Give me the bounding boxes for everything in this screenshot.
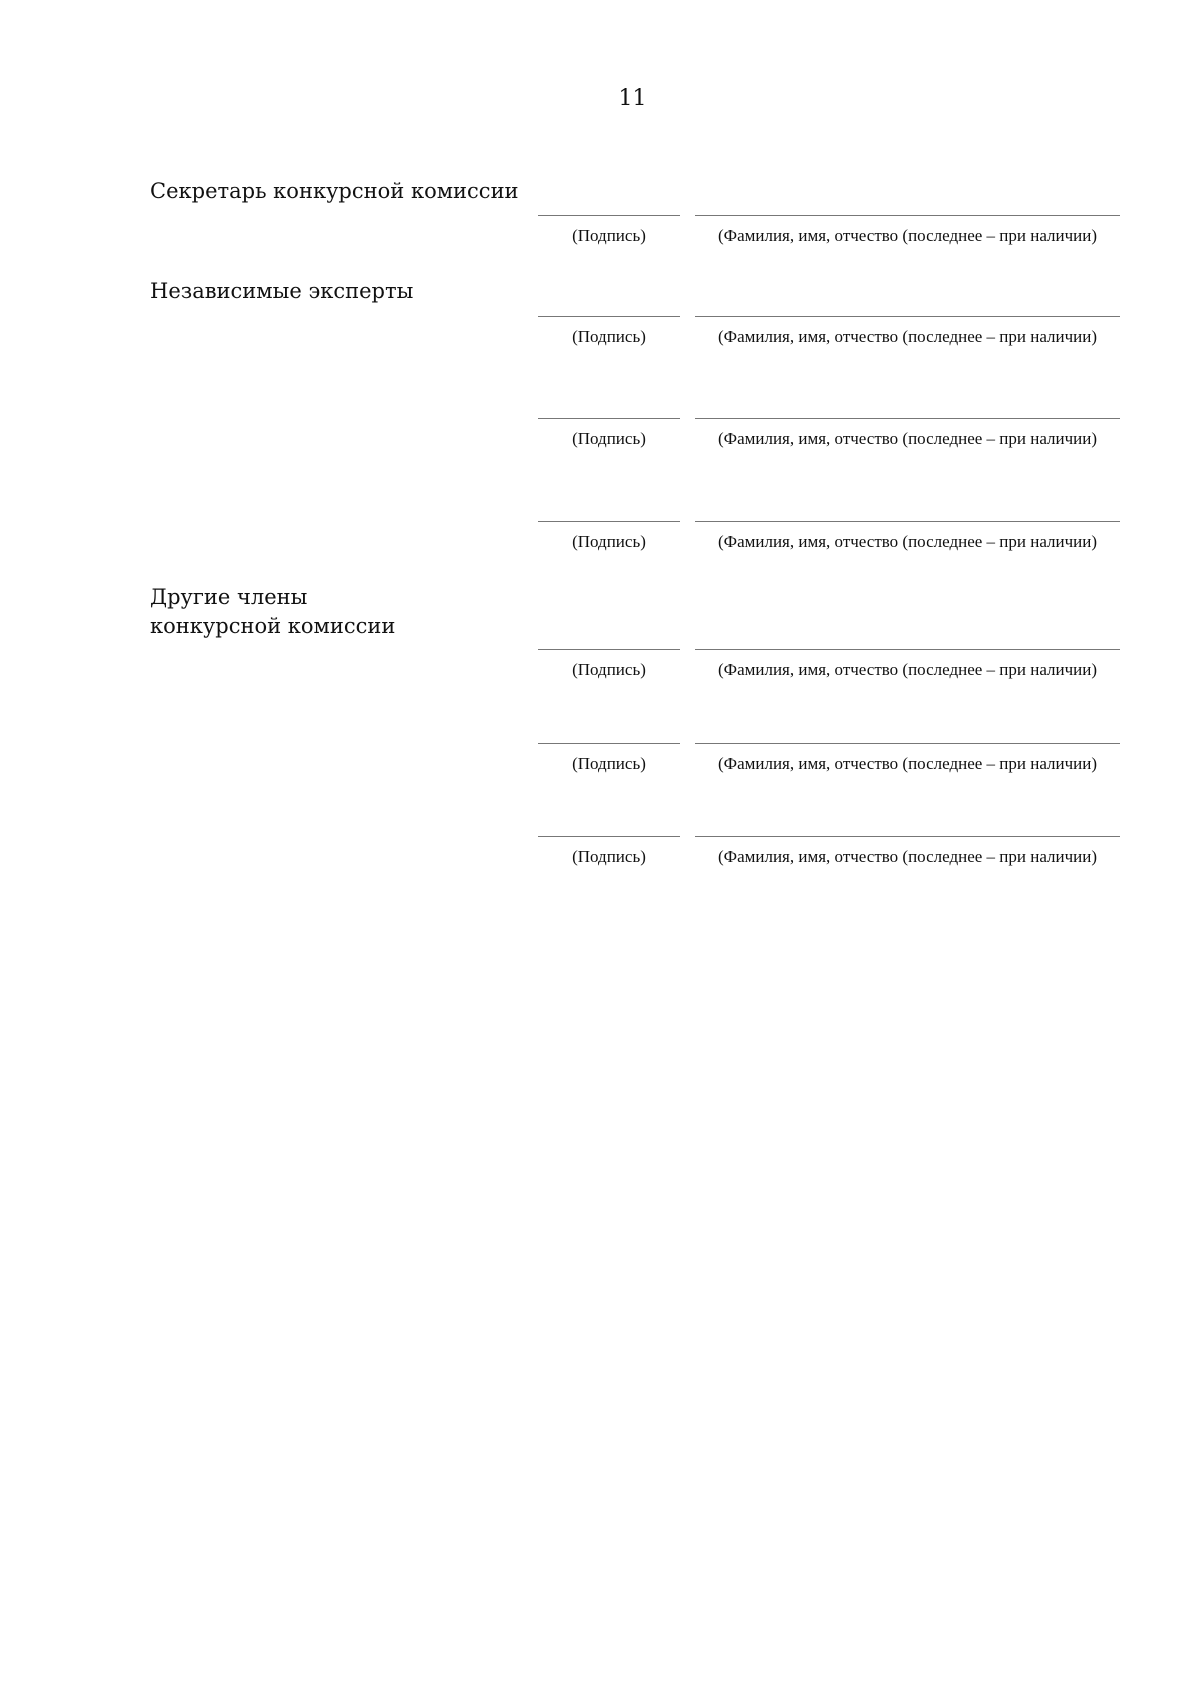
experts-label: Независимые эксперты [150,279,414,303]
name-caption: (Фамилия, имя, отчество (последнее – при наличии) [717,847,1098,866]
other-members-label-line1: Другие члены [150,585,308,609]
other-members-label-line2: конкурсной комиссии [150,614,396,638]
signature-caption: (Подпись) [572,532,646,551]
name-caption: (Фамилия, имя, отчество (последнее – при наличии) [717,754,1098,773]
signature-row-expert-3 [538,521,1120,581]
signature-row-member-2 [538,743,1120,803]
signature-caption: (Подпись) [572,429,646,448]
page-number: 11 [618,86,647,111]
signature-caption: (Подпись) [572,660,646,679]
signature-line[interactable] [538,316,680,317]
signature-row-expert-2 [538,418,1120,478]
signature-line[interactable] [538,418,680,419]
name-caption: (Фамилия, имя, отчество (последнее – при наличии) [717,660,1098,679]
secretary-label: Секретарь конкурсной комиссии [150,179,519,203]
signature-caption: (Подпись) [572,847,646,866]
name-line[interactable] [695,215,1120,216]
name-line[interactable] [695,521,1120,522]
name-line[interactable] [695,418,1120,419]
signature-row-expert-1 [538,316,1120,376]
signature-row-member-1 [538,649,1120,709]
name-caption: (Фамилия, имя, отчество (последнее – при наличии) [717,327,1098,346]
signature-caption: (Подпись) [572,226,646,245]
signature-line[interactable] [538,836,680,837]
name-line[interactable] [695,836,1120,837]
signature-line[interactable] [538,521,680,522]
name-caption: (Фамилия, имя, отчество (последнее – при наличии) [717,429,1098,448]
name-caption: (Фамилия, имя, отчество (последнее – при наличии) [717,226,1098,245]
name-line[interactable] [695,316,1120,317]
signature-row-member-3 [538,836,1120,896]
signature-line[interactable] [538,649,680,650]
signature-line[interactable] [538,215,680,216]
signature-caption: (Подпись) [572,327,646,346]
name-caption: (Фамилия, имя, отчество (последнее – при наличии) [717,532,1098,551]
signature-line[interactable] [538,743,680,744]
signature-row-secretary [538,215,1120,275]
name-line[interactable] [695,743,1120,744]
name-line[interactable] [695,649,1120,650]
signature-caption: (Подпись) [572,754,646,773]
